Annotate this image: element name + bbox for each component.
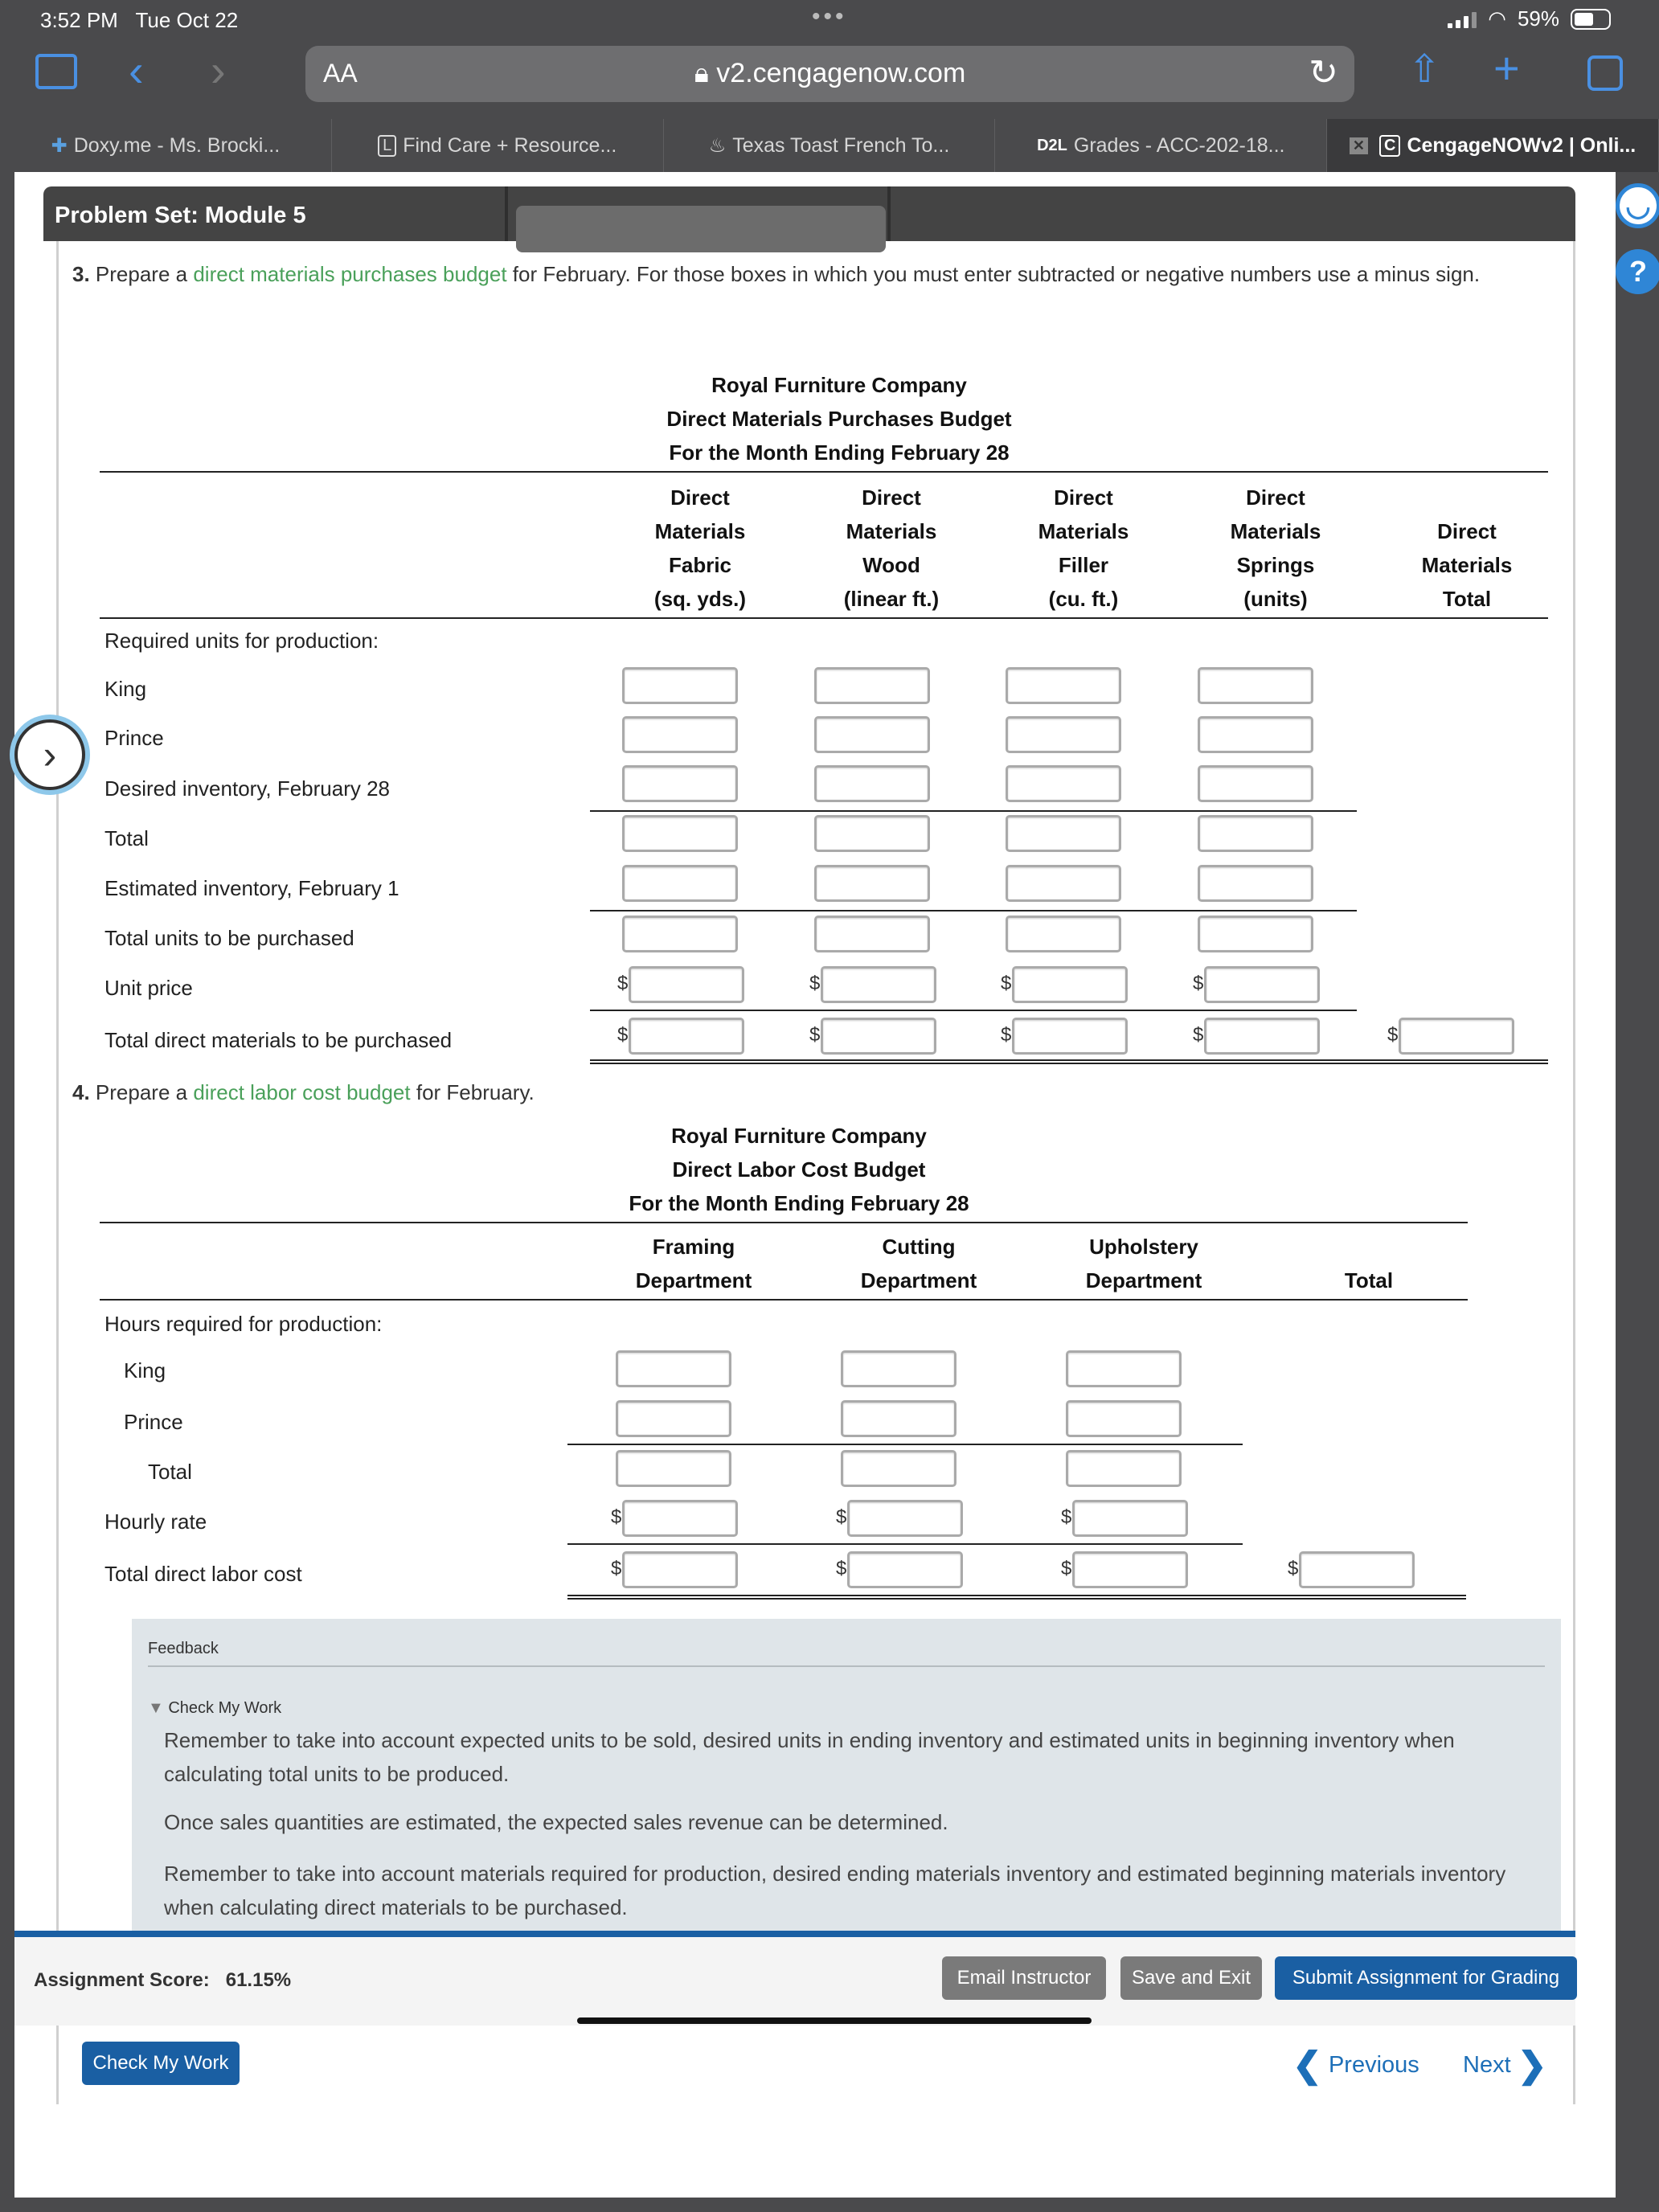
row-label-estimated-inventory: Estimated inventory, February 1 [104, 876, 399, 900]
row-label-king: King [104, 677, 147, 701]
table-rule [100, 1222, 1468, 1223]
col-header-total: Total [1344, 1268, 1394, 1292]
total-labor-cost-input[interactable] [1299, 1551, 1415, 1588]
header-divider [505, 186, 508, 241]
hours-prince-framing-input[interactable] [616, 1400, 731, 1437]
feedback-paragraph: Remember to take into account materials required for production, desired ending materials inventory and estimated beginning materials inventory when calculating direct materials to be purchased. [164, 1862, 1506, 1919]
row-label-unit-price: Unit price [104, 976, 193, 1000]
previous-button[interactable]: ❮ Previous [1292, 2046, 1419, 2085]
units-to-purchase-wood-input[interactable] [814, 916, 930, 952]
hourly-rate-upholstery-input[interactable] [1072, 1500, 1188, 1537]
forward-icon[interactable]: › [211, 45, 226, 96]
dollar-sign: $ [1061, 1506, 1072, 1528]
wifi-icon: ◠ [1488, 6, 1506, 31]
prince-wood-input[interactable] [814, 716, 930, 753]
table-rule [100, 1299, 1468, 1301]
row-label-units-to-purchase: Total units to be purchased [104, 926, 354, 950]
glossary-link-direct-labor-budget[interactable]: direct labor cost budget [193, 1080, 411, 1104]
dollar-sign: $ [809, 973, 821, 994]
total-dm-purchased-input[interactable] [1399, 1018, 1514, 1055]
status-bar [0, 0, 1659, 40]
q3-budget-title: Direct Materials Purchases Budget [666, 407, 1012, 431]
hourly-rate-cutting-input[interactable] [847, 1500, 963, 1537]
row-label-desired-inventory: Desired inventory, February 28 [104, 776, 391, 801]
new-tab-icon[interactable]: + [1493, 43, 1520, 93]
feedback-title: Feedback [148, 1640, 219, 1657]
col-header-filler: Direct Materials Filler (cu. ft.) [1038, 485, 1129, 611]
total-cost-springs-input[interactable] [1204, 1018, 1320, 1055]
estimated-inventory-filler-input[interactable] [1006, 865, 1121, 902]
question-number: 4. [72, 1080, 90, 1104]
dollar-sign: $ [1001, 1024, 1012, 1046]
question-text: Prepare a [95, 262, 188, 286]
question-3-text [72, 257, 1567, 291]
total-cost-filler-input[interactable] [1012, 1018, 1128, 1055]
feedback-divider [148, 1665, 1545, 1667]
labor-cost-framing-input[interactable] [622, 1551, 738, 1588]
king-springs-input[interactable] [1198, 667, 1313, 704]
row-label-prince: Prince [124, 1410, 183, 1434]
dollar-sign: $ [1001, 973, 1012, 994]
row-label-hourly-rate: Hourly rate [104, 1509, 207, 1534]
battery-icon [1571, 9, 1611, 30]
doxy-icon: ✚ [51, 134, 68, 157]
desired-inventory-filler-input[interactable] [1006, 765, 1121, 802]
dollar-sign: $ [1193, 1024, 1204, 1046]
browser-tabs [0, 119, 1659, 172]
triangle-down-icon: ▼ [148, 1699, 164, 1717]
hours-king-framing-input[interactable] [616, 1350, 731, 1387]
desired-inventory-fabric-input[interactable] [622, 765, 738, 802]
total-springs-input[interactable] [1198, 815, 1313, 852]
chef-hat-icon: ♨ [708, 134, 727, 157]
d2l-icon: D2L [1037, 136, 1067, 154]
col-header-total: Direct Materials Total [1421, 519, 1513, 611]
row-label-total-dm-purchased: Total direct materials to be purchased [104, 1028, 453, 1052]
prince-filler-input[interactable] [1006, 716, 1121, 753]
dollar-sign: $ [836, 1558, 847, 1579]
total-wood-input[interactable] [814, 815, 930, 852]
subtotal-rule [567, 1444, 1243, 1445]
headset-icon[interactable]: ◡ [1616, 183, 1659, 228]
lock-icon: 🔒︎ [694, 58, 709, 88]
dollar-sign: $ [1061, 1558, 1072, 1579]
question-text: Prepare a [95, 1080, 188, 1104]
estimated-inventory-fabric-input[interactable] [622, 865, 738, 902]
hours-king-upholstery-input[interactable] [1066, 1350, 1182, 1387]
row-label-total-labor-cost: Total direct labor cost [104, 1562, 302, 1586]
battery-percent: 59% [1517, 6, 1559, 31]
subtotal-rule [590, 1010, 1357, 1011]
problem-set-header [43, 186, 1575, 241]
labor-cost-upholstery-input[interactable] [1072, 1551, 1188, 1588]
l-icon: L [378, 135, 396, 157]
double-rule [590, 1059, 1548, 1064]
page-title: Problem Set: Module 5 [55, 203, 306, 228]
king-filler-input[interactable] [1006, 667, 1121, 704]
row-label-hours-required: Hours required for production: [104, 1312, 383, 1336]
question-4-text [72, 1075, 1567, 1109]
right-sidebar [1616, 172, 1659, 2212]
units-to-purchase-springs-input[interactable] [1198, 916, 1313, 952]
help-icon[interactable]: ? [1616, 249, 1659, 294]
dollar-sign: $ [1288, 1558, 1299, 1579]
hours-king-cutting-input[interactable] [841, 1350, 956, 1387]
tab-find-care[interactable]: L Find Care + Resource... [332, 119, 664, 172]
king-wood-input[interactable] [814, 667, 930, 704]
feedback-paragraph: Once sales quantities are estimated, the expected sales revenue can be determined. [164, 1810, 948, 1834]
table-rule [100, 617, 1548, 619]
sidebar-icon[interactable] [35, 54, 77, 89]
multitasking-dots[interactable]: ••• [812, 3, 847, 30]
share-icon[interactable]: ⇧ [1408, 48, 1441, 91]
glossary-link-dm-purchases-budget[interactable]: direct materials purchases budget [193, 262, 507, 286]
assignment-footer [14, 1937, 1575, 2026]
dollar-sign: $ [611, 1506, 622, 1528]
text-size-button[interactable]: AA [323, 59, 358, 88]
back-icon[interactable]: ‹ [129, 45, 144, 96]
total-fabric-input[interactable] [622, 815, 738, 852]
feedback-paragraph: Remember to take into account expected units to be sold, desired units in ending inventory and estimated units in beginning inventory when calculating total units to be produced. [164, 1728, 1455, 1786]
dollar-sign: $ [617, 973, 629, 994]
col-header-upholstery: Upholstery Department [1085, 1235, 1202, 1292]
check-my-work-toggle[interactable]: ▼ Check My Work [148, 1699, 282, 1717]
dollar-sign: $ [836, 1506, 847, 1528]
next-button[interactable]: Next ❯ [1463, 2046, 1547, 2085]
chevron-right-icon: ❯ [1517, 2046, 1547, 2085]
subtotal-rule [590, 810, 1357, 812]
hours-total-upholstery-input[interactable] [1066, 1450, 1182, 1487]
prince-springs-input[interactable] [1198, 716, 1313, 753]
labor-cost-cutting-input[interactable] [847, 1551, 963, 1588]
dollar-sign: $ [1387, 1024, 1399, 1046]
home-indicator[interactable] [577, 2017, 1092, 2024]
question-text: for February. [416, 1080, 535, 1104]
king-fabric-input[interactable] [622, 667, 738, 704]
question-text: for February. For those boxes in which you must enter subtracted or negative numbers use a minus sign. [512, 262, 1481, 286]
tab-texas-toast[interactable]: ♨ Texas Toast French To... [664, 119, 996, 172]
address-bar[interactable] [305, 46, 1354, 102]
submit-assignment-button[interactable]: Submit Assignment for Grading [1275, 1956, 1577, 2000]
dollar-sign: $ [617, 1024, 629, 1046]
footer-accent-line [14, 1931, 1575, 1937]
q4-company: Royal Furniture Company [671, 1124, 927, 1148]
email-instructor-button[interactable]: Email Instructor [942, 1956, 1106, 2000]
status-time: 3:52 PM Tue Oct 22 [40, 8, 239, 32]
units-to-purchase-filler-input[interactable] [1006, 916, 1121, 952]
table-rule [100, 471, 1548, 473]
hours-prince-upholstery-input[interactable] [1066, 1400, 1182, 1437]
q4-period: For the Month Ending February 28 [629, 1191, 969, 1215]
check-my-work-button[interactable]: Check My Work [82, 2042, 240, 2085]
unit-price-wood-input[interactable] [821, 966, 936, 1003]
row-label-required-units: Required units for production: [104, 629, 379, 653]
hours-prince-cutting-input[interactable] [841, 1400, 956, 1437]
q3-company: Royal Furniture Company [711, 373, 967, 397]
double-rule [567, 1595, 1466, 1600]
unit-price-filler-input[interactable] [1012, 966, 1128, 1003]
col-header-framing: Framing Department [635, 1235, 752, 1292]
q3-period: For the Month Ending February 28 [669, 440, 1010, 465]
tab-doxy[interactable]: ✚ Doxy.me - Ms. Brocki... [0, 119, 332, 172]
subtotal-rule [590, 910, 1357, 911]
dollar-sign: $ [809, 1024, 821, 1046]
dollar-sign: $ [1193, 973, 1204, 994]
row-label-prince: Prince [104, 726, 164, 750]
chevron-left-icon: ❮ [1292, 2046, 1322, 2085]
row-label-total: Total [104, 826, 149, 850]
web-page [14, 172, 1616, 2198]
q4-budget-title: Direct Labor Cost Budget [672, 1157, 926, 1182]
cellular-signal-icon [1448, 10, 1477, 28]
hours-total-framing-input[interactable] [616, 1450, 731, 1487]
dollar-sign: $ [611, 1558, 622, 1579]
row-label-total: Total [148, 1460, 192, 1484]
save-and-exit-button[interactable]: Save and Exit [1120, 1956, 1262, 2000]
row-label-king: King [124, 1358, 166, 1382]
hours-total-cutting-input[interactable] [841, 1450, 956, 1487]
url-text[interactable]: 🔒︎ v2.cengagenow.com [694, 58, 966, 88]
col-header-wood: Direct Materials Wood (linear ft.) [843, 485, 940, 611]
expand-panel-chevron-icon[interactable]: › [14, 719, 85, 790]
estimated-inventory-springs-input[interactable] [1198, 865, 1313, 902]
header-divider [887, 186, 891, 241]
c-icon: C [1379, 135, 1400, 157]
assignment-score: Assignment Score: 61.15% [34, 1969, 292, 1991]
hourly-rate-framing-input[interactable] [622, 1500, 738, 1537]
col-header-cutting: Cutting Department [860, 1235, 977, 1292]
total-cost-wood-input[interactable] [821, 1018, 936, 1055]
feedback-panel [132, 1619, 1561, 1963]
subtotal-rule [567, 1543, 1243, 1545]
desired-inventory-springs-input[interactable] [1198, 765, 1313, 802]
close-tab-icon[interactable]: ✕ [1350, 137, 1368, 154]
prince-fabric-input[interactable] [622, 716, 738, 753]
estimated-inventory-wood-input[interactable] [814, 865, 930, 902]
col-header-springs: Direct Materials Springs (units) [1230, 485, 1321, 611]
unit-price-springs-input[interactable] [1204, 966, 1320, 1003]
question-number: 3. [72, 262, 90, 286]
units-to-purchase-fabric-input[interactable] [622, 916, 738, 952]
tab-d2l-grades[interactable]: D2L Grades - ACC-202-18... [995, 119, 1327, 172]
tabs-icon[interactable] [1587, 55, 1623, 91]
total-filler-input[interactable] [1006, 815, 1121, 852]
col-header-fabric: Direct Materials Fabric (sq. yds.) [653, 485, 747, 611]
desired-inventory-wood-input[interactable] [814, 765, 930, 802]
status-indicators [1448, 6, 1611, 31]
reload-icon[interactable]: ↻ [1309, 53, 1338, 92]
total-cost-fabric-input[interactable] [629, 1018, 744, 1055]
unit-price-fabric-input[interactable] [629, 966, 744, 1003]
tab-cengage[interactable]: ✕ C CengageNOWv2 | Onli... [1327, 119, 1659, 172]
